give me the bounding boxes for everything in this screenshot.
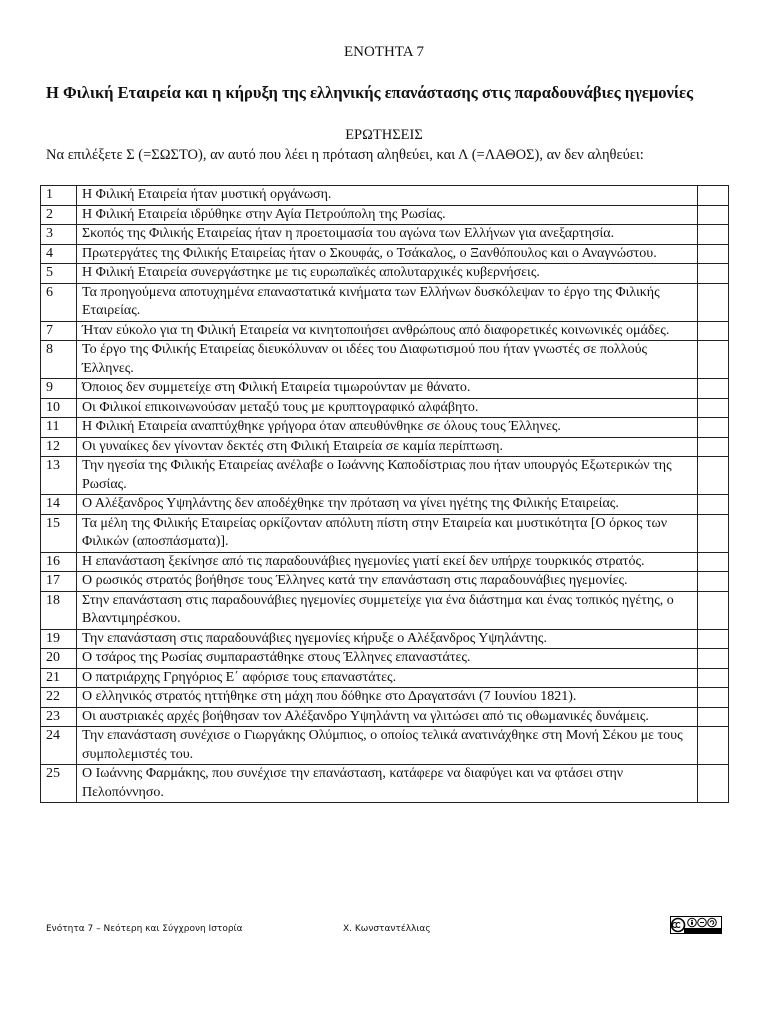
question-row — [41, 398, 729, 418]
question-text: Την επανάσταση συνέχισε ο Γιωργάκης Ολύμπιος, ο οποίος τελικά ανατινάχθηκε στη Μονή Σέκου με τους συμπολεμιστές του. — [77, 727, 698, 765]
answer-cell[interactable] — [698, 591, 729, 629]
answer-cell[interactable] — [698, 437, 729, 457]
question-row — [41, 379, 729, 399]
question-row — [41, 186, 729, 206]
question-row — [41, 225, 729, 245]
page-title: Η Φιλική Εταιρεία και η κήρυξη της ελληνικής επανάστασης στις παραδουνάβιες ηγεμονίες — [46, 83, 694, 102]
question-row — [41, 765, 729, 803]
question-text: Ο Ιωάννης Φαρμάκης, που συνέχισε την επανάσταση, κατάφερε να διαφύγει και να φτάσει στην Πελοπόννησο. — [77, 765, 698, 803]
footer-subject: Ενότητα 7 – Νεότερη και Σύγχρονη Ιστορία — [46, 924, 243, 934]
answer-cell[interactable] — [698, 186, 729, 206]
answer-cell[interactable] — [698, 629, 729, 649]
question-text: Πρωτεργάτες της Φιλικής Εταιρείας ήταν ο Σκουφάς, ο Τσάκαλος, ο Ξανθόπουλος και ο Αναγνώστου. — [77, 244, 698, 264]
answer-cell[interactable] — [698, 379, 729, 399]
question-text: Ο ελληνικός στρατός ηττήθηκε στη μάχη που δόθηκε στο Δραγατσάνι (7 Ιουνίου 1821). — [77, 688, 698, 708]
questions-table — [40, 185, 729, 803]
question-text: Ο ρωσικός στρατός βοήθησε τους Έλληνες κατά την επανάσταση στις παραδουνάβιες ηγεμονίες. — [77, 572, 698, 592]
questions-heading: ΕΡΩΤΗΣΕΙΣ — [345, 127, 423, 143]
question-text: Ο τσάρος της Ρωσίας συμπαραστάθηκε στους Έλληνες επαναστάτες. — [77, 649, 698, 669]
question-text: Ο Αλέξανδρος Υψηλάντης δεν αποδέχθηκε την πρόταση να γίνει ηγέτης της Φιλικής Εταιρείας. — [77, 495, 698, 515]
question-text: Η Φιλική Εταιρεία αναπτύχθηκε γρήγορα όταν απευθύνθηκε σε όλους τους Έλληνες. — [77, 418, 698, 438]
question-row — [41, 688, 729, 708]
question-number: 12 — [41, 437, 77, 457]
question-number: 10 — [41, 398, 77, 418]
question-text: Οι αυστριακές αρχές βοήθησαν τον Αλέξανδρο Υψηλάντη να γλιτώσει από τις οθωμανικές δυνάμεις. — [77, 707, 698, 727]
question-row — [41, 437, 729, 457]
question-number: 5 — [41, 264, 77, 284]
question-number: 24 — [41, 727, 77, 765]
answer-cell[interactable] — [698, 398, 729, 418]
question-text: Την επανάσταση στις παραδουνάβιες ηγεμονίες κήρυξε ο Αλέξανδρος Υψηλάντης. — [77, 629, 698, 649]
question-text: Όποιος δεν συμμετείχε στη Φιλική Εταιρεία τιμωρούνταν με θάνατο. — [77, 379, 698, 399]
answer-cell[interactable] — [698, 283, 729, 321]
question-row — [41, 283, 729, 321]
question-number: 18 — [41, 591, 77, 629]
answer-cell[interactable] — [698, 321, 729, 341]
instructions: Να επιλέξετε Σ (=ΣΩΣΤΟ), αν αυτό που λέει η πρόταση αληθεύει, και Λ (=ΛΑΘΟΣ), αν δεν αληθεύει: — [46, 147, 644, 163]
answer-cell[interactable] — [698, 765, 729, 803]
question-row — [41, 244, 729, 264]
answer-cell[interactable] — [698, 572, 729, 592]
answer-cell[interactable] — [698, 707, 729, 727]
question-text: Η Φιλική Εταιρεία ιδρύθηκε στην Αγία Πετρούπολη της Ρωσίας. — [77, 205, 698, 225]
question-text: Ήταν εύκολο για τη Φιλική Εταιρεία να κινητοποιήσει ανθρώπους από διαφορετικές κοινωνικές ομάδες. — [77, 321, 698, 341]
question-row — [41, 418, 729, 438]
question-number: 22 — [41, 688, 77, 708]
question-text: Στην επανάσταση στις παραδουνάβιες ηγεμονίες συμμετείχε για ένα διάστημα και ένας τοπικός ηγέτης, ο Βλαντιμηρέσκου. — [77, 591, 698, 629]
question-number: 8 — [41, 341, 77, 379]
question-text: Η Φιλική Εταιρεία ήταν μυστική οργάνωση. — [77, 186, 698, 206]
answer-cell[interactable] — [698, 457, 729, 495]
question-number: 19 — [41, 629, 77, 649]
answer-cell[interactable] — [698, 341, 729, 379]
question-number: 25 — [41, 765, 77, 803]
answer-cell[interactable] — [698, 225, 729, 245]
question-number: 14 — [41, 495, 77, 515]
question-row — [41, 649, 729, 669]
question-number: 15 — [41, 514, 77, 552]
question-number: 7 — [41, 321, 77, 341]
question-text: Ο πατριάρχης Γρηγόριος Ε΄ αφόρισε τους επαναστάτες. — [77, 668, 698, 688]
question-number: 4 — [41, 244, 77, 264]
question-text: Οι Φιλικοί επικοινωνούσαν μεταξύ τους με κρυπτογραφικό αλφάβητο. — [77, 398, 698, 418]
question-text: Τα προηγούμενα αποτυχημένα επαναστατικά κινήματα των Ελλήνων δυσκόλεψαν το έργο της Φιλικής Εταιρείας. — [77, 283, 698, 321]
answer-cell[interactable] — [698, 244, 729, 264]
question-row — [41, 514, 729, 552]
question-number: 11 — [41, 418, 77, 438]
question-number: 1 — [41, 186, 77, 206]
question-text: Τα μέλη της Φιλικής Εταιρείας ορκίζονταν απόλυτη πίστη στην Εταιρεία και μυστικότητα [Ο όρκος των Φιλικών (αποσπάσματα)]. — [77, 514, 698, 552]
answer-cell[interactable] — [698, 688, 729, 708]
question-row — [41, 205, 729, 225]
answer-cell[interactable] — [698, 418, 729, 438]
question-text: Οι γυναίκες δεν γίνονταν δεκτές στη Φιλική Εταιρεία σε καμία περίπτωση. — [77, 437, 698, 457]
footer-author: Χ. Κωνσταντέλλιας — [343, 924, 431, 934]
question-text: Η επανάσταση ξεκίνησε από τις παραδουνάβιες ηγεμονίες γιατί εκεί δεν υπήρχε τουρκικός στρατός. — [77, 552, 698, 572]
answer-cell[interactable] — [698, 264, 729, 284]
answer-cell[interactable] — [698, 514, 729, 552]
answer-cell[interactable] — [698, 649, 729, 669]
question-text: Η Φιλική Εταιρεία συνεργάστηκε με τις ευρωπαϊκές απολυταρχικές κυβερνήσεις. — [77, 264, 698, 284]
question-number: 17 — [41, 572, 77, 592]
question-number: 20 — [41, 649, 77, 669]
question-number: 13 — [41, 457, 77, 495]
answer-cell[interactable] — [698, 552, 729, 572]
question-row — [41, 264, 729, 284]
question-row — [41, 727, 729, 765]
question-text: Το έργο της Φιλικής Εταιρείας διευκόλυναν οι ιδέες του Διαφωτισμού που ήταν γνωστές σε πολλούς Έλληνες. — [77, 341, 698, 379]
unit-heading: ΕΝΟΤΗΤΑ 7 — [343, 44, 425, 60]
answer-cell[interactable] — [698, 727, 729, 765]
question-number: 23 — [41, 707, 77, 727]
answer-cell[interactable] — [698, 495, 729, 515]
question-row — [41, 457, 729, 495]
question-number: 21 — [41, 668, 77, 688]
question-text: Σκοπός της Φιλικής Εταιρείας ήταν η προετοιμασία του αγώνα των Ελλήνων για ανεξαρτησία. — [77, 225, 698, 245]
question-number: 9 — [41, 379, 77, 399]
answer-cell[interactable] — [698, 205, 729, 225]
question-text: Την ηγεσία της Φιλικής Εταιρείας ανέλαβε ο Ιωάννης Καποδίστριας που ήταν υπουργός Εξωτερικών της Ρωσίας. — [77, 457, 698, 495]
question-row — [41, 591, 729, 629]
question-row — [41, 341, 729, 379]
question-row — [41, 707, 729, 727]
question-row — [41, 495, 729, 515]
question-row — [41, 552, 729, 572]
question-row — [41, 321, 729, 341]
question-number: 3 — [41, 225, 77, 245]
question-row — [41, 572, 729, 592]
cc-license-icon — [670, 916, 722, 939]
question-row — [41, 629, 729, 649]
question-number: 6 — [41, 283, 77, 321]
question-number: 2 — [41, 205, 77, 225]
question-number: 16 — [41, 552, 77, 572]
question-row — [41, 668, 729, 688]
answer-cell[interactable] — [698, 668, 729, 688]
